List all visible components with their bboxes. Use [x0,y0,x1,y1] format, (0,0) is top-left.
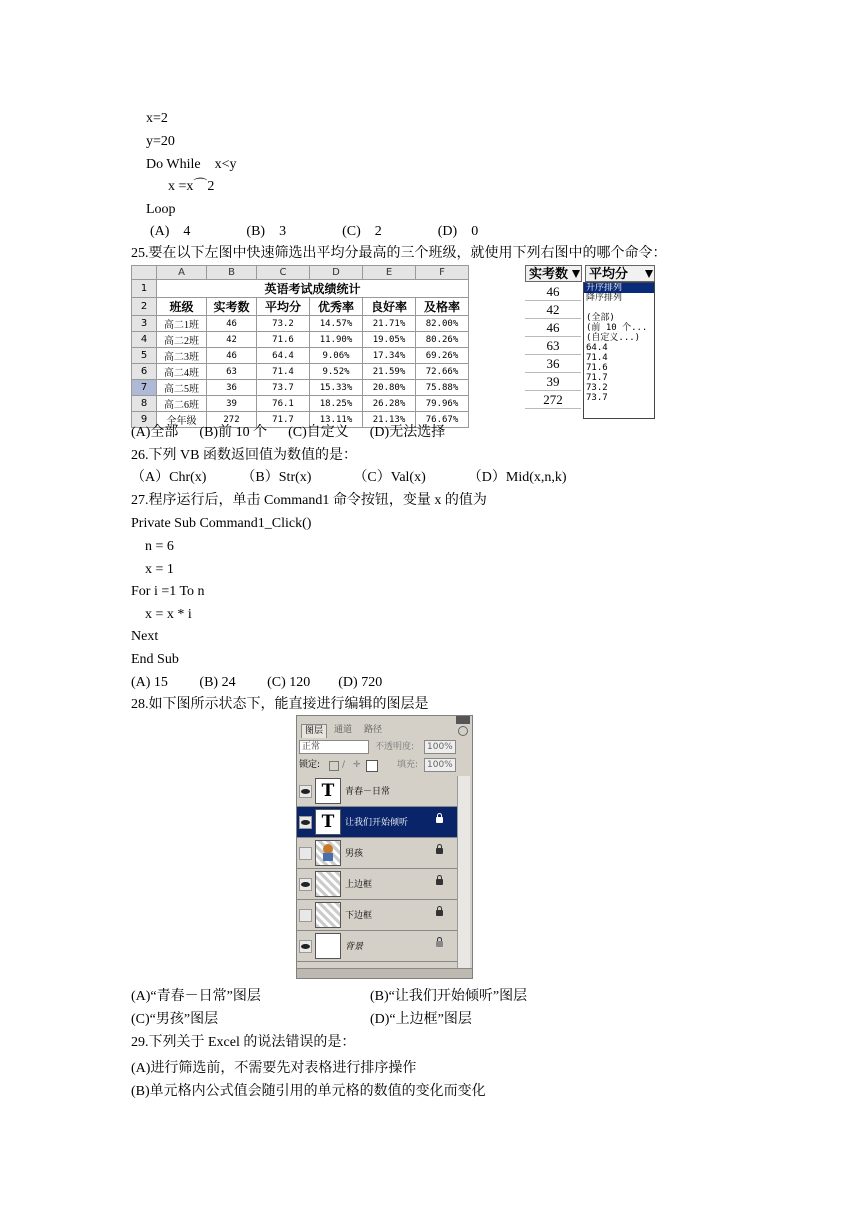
q25-options: (A)全部 (B)前 10 个 (C)自定义 (D)无法选择 [131,425,446,440]
col-header: A [157,266,207,280]
panel-menu-icon[interactable] [458,726,468,736]
excel-table [131,265,469,428]
table-cell: 14.57% [310,316,363,332]
lock-transparent-icon[interactable] [329,761,339,771]
eye-icon[interactable] [299,878,312,891]
boy-image-icon [317,841,339,863]
lock-icon [436,910,443,916]
code-line: y=20 [146,134,175,149]
table-cell: 73.2 [257,316,310,332]
code-line: Next [131,629,159,644]
code-line: x = 1 [145,562,174,577]
eye-icon[interactable] [299,816,312,829]
layer-row[interactable] [297,900,457,931]
table-cell: 73.7 [257,380,310,396]
code-line: x =x⌒2 [168,179,215,194]
filter-value: 46 [525,319,581,337]
code-line: x=2 [146,111,168,126]
table-cell: 63 [207,364,257,380]
tab-layers[interactable]: 图层 [301,724,327,738]
code-line: Private Sub Command1_Click() [131,516,312,531]
table-header: 良好率 [363,298,416,316]
layers-panel [296,715,473,979]
tab-channels[interactable]: 通道 [334,725,353,735]
opacity-label: 不透明度: [375,742,415,752]
table-row: 8 高二6班 39 76.1 18.25% 26.28% 79.96% [132,396,469,412]
menu-item-value[interactable]: 64.4 [586,343,608,353]
lock-icon [436,879,443,885]
table-header: 平均分 [257,298,310,316]
lock-icon [436,817,443,823]
filter-panel [525,265,657,417]
menu-item-sort-desc[interactable]: 降序排列 [586,293,623,303]
table-cell: 高二1班 [157,316,207,332]
table-cell: 高二5班 [157,380,207,396]
code-line: Do While x<y [146,157,237,172]
table-cell: 17.34% [363,348,416,364]
table-cell: 11.90% [310,332,363,348]
table-cell: 71.7 [257,412,310,428]
table-row: 3 高二1班 46 73.2 14.57% 21.71% 82.00% [132,316,469,332]
q28-option-d: (D)“上边框”图层 [370,1012,472,1027]
lock-move-icon[interactable]: ✛ [353,760,361,770]
lock-brush-icon[interactable]: / [342,760,346,770]
table-row: 9 全年级 272 71.7 13.11% 21.13% 76.67% [132,412,469,428]
table-cell: 72.66% [416,364,469,380]
table-cell: 272 [207,412,257,428]
menu-item-value[interactable]: 73.2 [586,383,608,393]
corner-cell [132,266,157,280]
table-cell: 80.26% [416,332,469,348]
menu-item-top10[interactable]: (前 10 个... [586,323,648,333]
q27-question: 27.程序运行后，单击 Command1 命令按钮，变量 x 的值为 [131,493,487,508]
eye-icon[interactable] [299,909,312,922]
table-cell: 79.96% [416,396,469,412]
layer-name: 下边框 [345,911,373,921]
filter-dropdown [583,282,655,419]
table-cell: 13.11% [310,412,363,428]
table-cell: 69.26% [416,348,469,364]
blend-mode-select[interactable]: 正常 [299,740,369,754]
menu-item-value[interactable]: 71.6 [586,363,608,373]
eye-icon[interactable] [299,940,312,953]
table-cell: 39 [207,396,257,412]
table-cell: 高二3班 [157,348,207,364]
menu-item-custom[interactable]: (自定义...) [586,333,641,343]
q29-question: 29.下列关于 Excel 的说法错误的是： [131,1035,356,1050]
col-header: C [257,266,310,280]
menu-item-value[interactable]: 71.7 [586,373,608,383]
layer-row[interactable] [297,931,457,962]
text-layer-icon: T [315,778,341,804]
col-header: F [416,266,469,280]
q25-question: 25.要在以下左图中快速筛选出平均分最高的三个班级，就使用下列右图中的哪个命令： [131,246,667,261]
lock-label: 锁定: [299,760,321,770]
table-header: 实考数 [207,298,257,316]
table-row: 7 高二5班 36 73.7 15.33% 20.80% 75.88% [132,380,469,396]
table-cell: 64.4 [257,348,310,364]
lock-icon [436,941,443,947]
layers-scrollbar[interactable] [457,776,470,968]
layer-row[interactable] [297,838,457,869]
q28-option-b: (B)“让我们开始倾听”图层 [370,989,528,1004]
q29-option-a: (A)进行筛选前，不需要先对表格进行排序操作 [131,1061,417,1076]
layer-thumbnail [315,902,341,928]
tab-paths[interactable]: 路径 [364,725,383,735]
table-cell: 15.33% [310,380,363,396]
filter-value: 36 [525,355,581,373]
table-cell: 36 [207,380,257,396]
code-line: x = x * i [145,607,192,622]
menu-item-all[interactable]: (全部) [586,313,615,323]
boy-thumbnail [315,840,341,866]
layer-name: 让我们开始倾听 [345,818,409,828]
eye-icon[interactable] [299,847,312,860]
table-cell: 21.59% [363,364,416,380]
q27-options: (A) 15 (B) 24 (C) 120 (D) 720 [131,675,383,690]
menu-spacer [584,303,654,313]
table-header: 班级 [157,298,207,316]
eye-icon[interactable] [299,785,312,798]
table-cell: 71.4 [257,364,310,380]
table-cell: 21.13% [363,412,416,428]
panel-footer-toolbar [297,968,472,979]
col-header: D [310,266,363,280]
table-cell: 76.1 [257,396,310,412]
table-cell: 26.28% [363,396,416,412]
table-cell: 46 [207,316,257,332]
dropdown-arrow-icon[interactable] [572,270,580,278]
table-cell: 高二6班 [157,396,207,412]
opacity-input[interactable]: 100% [424,740,456,754]
table-cell: 75.88% [416,380,469,396]
table-title: 英语考试成绩统计 [157,280,469,298]
filter-value: 42 [525,301,581,319]
table-cell: 9.06% [310,348,363,364]
layer-thumbnail [315,871,341,897]
text-layer-icon: T [315,809,341,835]
menu-item-sort-asc[interactable]: 升序排列 [584,283,654,293]
table-cell: 19.05% [363,332,416,348]
table-cell: 全年级 [157,412,207,428]
table-row: 2 班级 实考数 平均分 优秀率 良好率 及格率 [132,298,469,316]
filter-value: 272 [525,391,581,409]
layer-name: 男孩 [345,849,364,859]
table-cell: 高二4班 [157,364,207,380]
layer-name: 青春－日常 [345,787,391,797]
code-line: End Sub [131,652,179,667]
q26-options: （A）Chr(x) （B）Str(x) （C）Val(x) （D）Mid(x,n,k) [131,470,567,485]
fill-label: 填充: [397,760,419,770]
layer-row[interactable] [297,776,457,807]
dropdown-arrow-icon[interactable] [645,270,653,278]
fill-input[interactable]: 100% [424,758,456,772]
table-cell: 18.25% [310,396,363,412]
table-cell: 高二2班 [157,332,207,348]
table-cell: 9.52% [310,364,363,380]
filter-value: 63 [525,337,581,355]
layer-row[interactable] [297,869,457,900]
table-cell: 76.67% [416,412,469,428]
table-cell: 82.00% [416,316,469,332]
code-line: For i =1 To n [131,584,205,599]
col-header: E [363,266,416,280]
q28-option-c: (C)“男孩”图层 [131,1012,219,1027]
table-row: 5 高二3班 46 64.4 9.06% 17.34% 69.26% [132,348,469,364]
layer-name: 上边框 [345,880,373,890]
table-row: 6 高二4班 63 71.4 9.52% 21.59% 72.66% [132,364,469,380]
lock-icon [436,848,443,854]
q28-question: 28.如下图所示状态下，能直接进行编辑的图层是 [131,697,429,712]
q29-option-b: (B)单元格内公式值会随引用的单元格的数值的变化而变化 [131,1084,486,1099]
lock-all-icon[interactable] [366,760,378,772]
panel-close-icon[interactable] [456,716,470,724]
menu-item-value[interactable]: 71.4 [586,353,608,363]
filter-value: 39 [525,373,581,391]
code-line: Loop [146,202,176,217]
menu-item-value[interactable]: 73.7 [586,393,608,403]
layers-list [297,776,457,968]
table-cell: 71.6 [257,332,310,348]
panel-tabs [297,724,472,737]
table-row: 1 英语考试成绩统计 [132,280,469,298]
table-row: 4 高二2班 42 71.6 11.90% 19.05% 80.26% [132,332,469,348]
table-header: 优秀率 [310,298,363,316]
layer-thumbnail [315,933,341,959]
table-cell: 46 [207,348,257,364]
table-cell: 20.80% [363,380,416,396]
layer-row[interactable] [297,807,457,838]
q24-options: (A) 4 (B) 3 (C) 2 (D) 0 [150,224,479,239]
column-header-row [132,266,469,280]
filter-header-count[interactable]: 实考数 [525,265,582,282]
col-header: B [207,266,257,280]
table-cell: 42 [207,332,257,348]
lock-row [299,758,469,772]
code-line: n = 6 [145,539,174,554]
layer-name: 背景 [345,942,364,952]
filter-header-average[interactable]: 平均分 [585,265,655,282]
blend-row [299,740,469,754]
q26-question: 26.下列 VB 函数返回值为数值的是： [131,448,357,463]
table-cell: 21.71% [363,316,416,332]
table-header: 及格率 [416,298,469,316]
q28-option-a: (A)“青春－日常”图层 [131,989,261,1004]
filter-value: 46 [525,283,581,301]
